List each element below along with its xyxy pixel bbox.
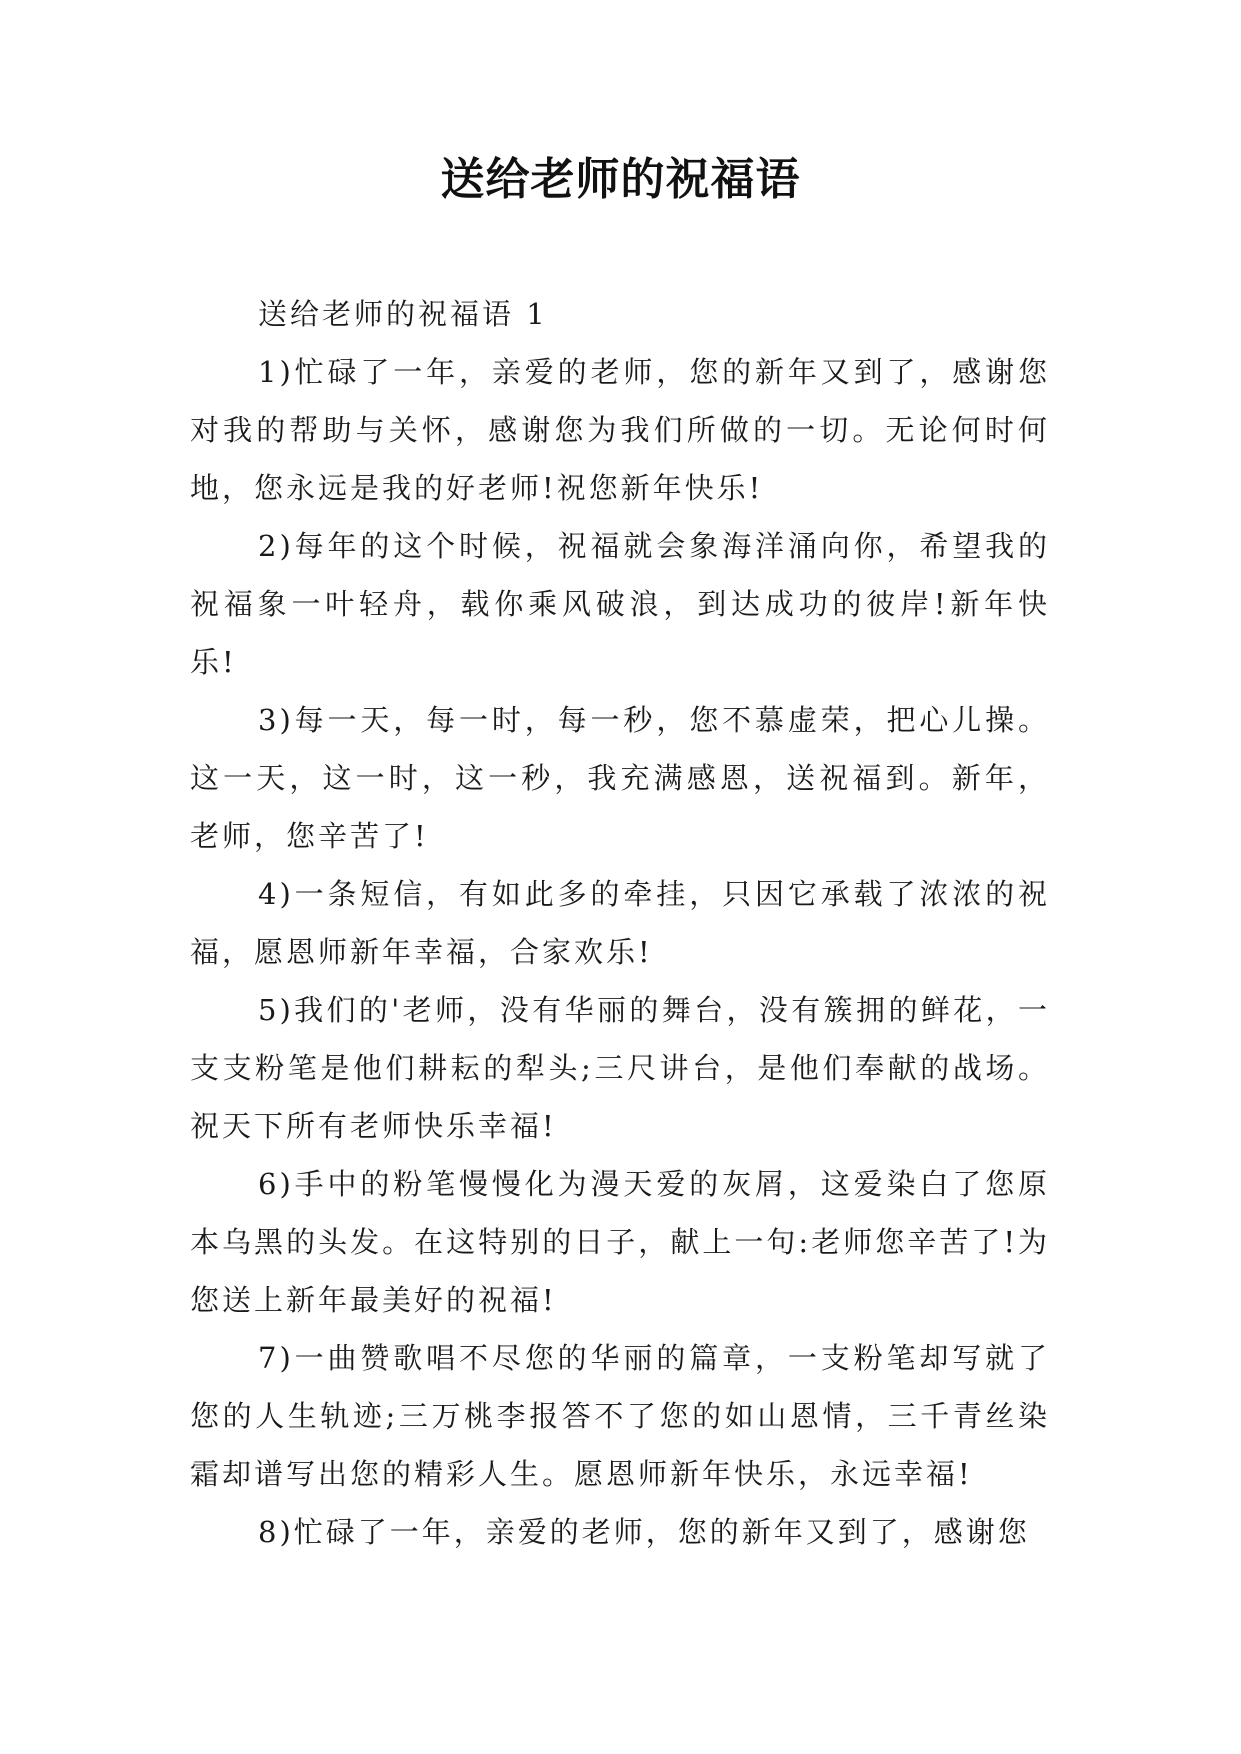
document-title: 送给老师的祝福语 xyxy=(440,154,801,205)
paragraph-6: 6)手中的粉笔慢慢化为漫天爱的灰屑，这爱染白了您原本乌黑的头发。在这特别的日子，献上一句:老师您辛苦了!为您送上新年最美好的祝福! xyxy=(190,1167,1050,1317)
paragraph-3: 3)每一天，每一时，每一秒，您不慕虚荣，把心儿操。这一天，这一时，这一秒，我充满感恩，送祝福到。新年，老师，您辛苦了! xyxy=(190,703,1050,853)
paragraph-7: 7)一曲赞歌唱不尽您的华丽的篇章，一支粉笔却写就了您的人生轨迹;三万桃李报答不了您的如山恩情，三千青丝染霜却谱写出您的精彩人生。愿恩师新年快乐，永远幸福! xyxy=(190,1341,1050,1491)
paragraph-8: 8)忙碌了一年，亲爱的老师，您的新年又到了，感谢您 xyxy=(258,1515,1030,1549)
paragraph-5: 5)我们的'老师，没有华丽的舞台，没有簇拥的鲜花，一支支粉笔是他们耕耘的犁头;三尺讲台，是他们奉献的战场。祝天下所有老师快乐幸福! xyxy=(190,993,1050,1143)
paragraph-4: 4)一条短信，有如此多的牵挂，只因它承载了浓浓的祝福，愿恩师新年幸福，合家欢乐! xyxy=(190,877,1050,969)
paragraph-1: 1)忙碌了一年，亲爱的老师，您的新年又到了，感谢您对我的帮助与关怀，感谢您为我们所做的一切。无论何时何地，您永远是我的好老师!祝您新年快乐! xyxy=(190,355,1050,505)
document-body xyxy=(190,285,1050,1561)
section-heading: 送给老师的祝福语 1 xyxy=(258,297,548,331)
paragraph-2: 2)每年的这个时候，祝福就会象海洋涌向你，希望我的祝福象一叶轻舟，载你乘风破浪，到达成功的彼岸!新年快乐! xyxy=(190,529,1050,679)
